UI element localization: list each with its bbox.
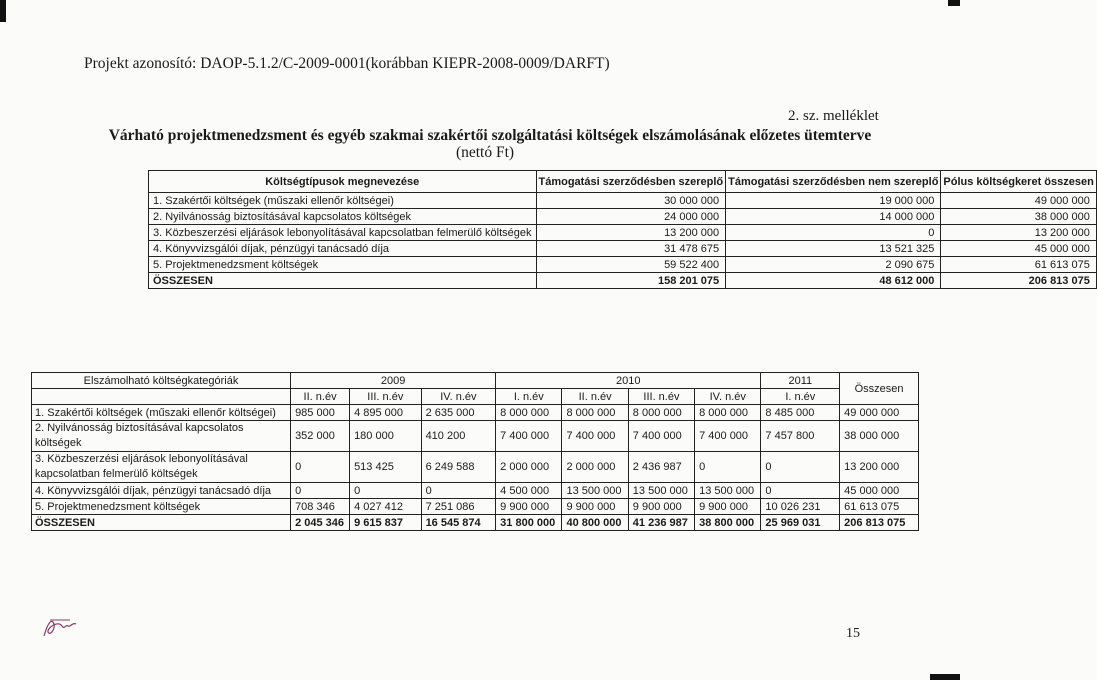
total-value: 41 236 987: [628, 515, 694, 531]
quarter-header: III. n.év: [350, 389, 422, 405]
quarter-header: IV. n.év: [695, 389, 761, 405]
scan-edge-mark: [948, 0, 960, 6]
summary-table: [148, 170, 1097, 289]
cell-value: 10 026 231: [761, 499, 840, 515]
row-label: 2. Nyilvánosság biztosításával kapcsolatos költségek: [32, 421, 291, 452]
table-row: [149, 257, 1097, 273]
year-2010-header: 2010: [496, 373, 761, 389]
cell-value: 14 000 000: [726, 209, 941, 225]
signature-icon: [40, 612, 80, 642]
quarter-header: I. n.év: [496, 389, 562, 405]
grand-total: 206 813 075: [840, 515, 919, 531]
total-value: 158 201 075: [536, 273, 726, 289]
cell-value: 7 400 000: [496, 421, 562, 452]
cell-value: 0: [421, 483, 496, 499]
total-value: 38 800 000: [695, 515, 761, 531]
total-value: 16 545 874: [421, 515, 496, 531]
total-row: [149, 273, 1097, 289]
summary-header-row: [149, 171, 1097, 193]
cell-value: 6 249 588: [421, 452, 496, 483]
row-label: 1. Szakértői költségek (műszaki ellenőr költségei): [32, 405, 291, 421]
quarter-header: IV. n.év: [421, 389, 496, 405]
row-total: 38 000 000: [840, 421, 919, 452]
cell-value: 13 500 000: [562, 483, 628, 499]
cell-value: 7 457 800: [761, 421, 840, 452]
cell-value: 9 900 000: [628, 499, 694, 515]
cell-value: 8 000 000: [496, 405, 562, 421]
cell-value: 9 900 000: [496, 499, 562, 515]
total-value: 2 045 346: [291, 515, 350, 531]
summary-header-total: Pólus költségkeret összesen: [941, 171, 1096, 193]
table-row: [32, 405, 919, 421]
cell-value: 38 000 000: [941, 209, 1096, 225]
document-subtitle: (nettó Ft): [455, 144, 515, 161]
quarter-header: II. n.év: [291, 389, 350, 405]
year-2011-header: 2011: [761, 373, 840, 389]
cell-value: 9 900 000: [695, 499, 761, 515]
cell-value: 410 200: [421, 421, 496, 452]
schedule-quarter-row: [32, 389, 919, 405]
project-id: Projekt azonosító: DAOP-5.1.2/C-2009-0001(korábban KIEPR-2008-0009/DARFT): [84, 55, 610, 72]
row-label: 5. Projektmenedzsment költségek: [32, 499, 291, 515]
table-row: [32, 483, 919, 499]
total-value: 206 813 075: [941, 273, 1096, 289]
cell-value: 13 521 325: [726, 241, 941, 257]
row-total: 61 613 075: [840, 499, 919, 515]
table-row: [149, 193, 1097, 209]
table-row: [149, 225, 1097, 241]
cell-value: 2 635 000: [421, 405, 496, 421]
total-value: 31 800 000: [496, 515, 562, 531]
table-row: [149, 209, 1097, 225]
row-label: 3. Közbeszerzési eljárások lebonyolításával kapcsolatban felmerülő költségek: [149, 225, 537, 241]
cell-value: 2 436 987: [628, 452, 694, 483]
year-2009-header: 2009: [291, 373, 496, 389]
row-total: 45 000 000: [840, 483, 919, 499]
cell-value: 0: [291, 452, 350, 483]
cell-value: 7 400 000: [695, 421, 761, 452]
total-label: ÖSSZESEN: [149, 273, 537, 289]
cell-value: 8 000 000: [628, 405, 694, 421]
cell-value: 8 000 000: [562, 405, 628, 421]
total-row: [32, 515, 919, 531]
cell-value: 0: [291, 483, 350, 499]
category-header: Elszámolható költségkategóriák: [32, 373, 291, 389]
row-label: 1. Szakértői költségek (műszaki ellenőr költségei): [149, 193, 537, 209]
row-label: 3. Közbeszerzési eljárások lebonyolításával kapcsolatban felmerülő költségek: [32, 452, 291, 483]
schedule-year-row: [32, 373, 919, 389]
cell-value: 180 000: [350, 421, 422, 452]
total-value: 9 615 837: [350, 515, 422, 531]
schedule-table: [31, 372, 919, 531]
row-total: 49 000 000: [840, 405, 919, 421]
summary-header-contract: Támogatási szerződésben szereplő: [536, 171, 726, 193]
cell-value: 0: [695, 452, 761, 483]
row-label: 5. Projektmenedzsment költségek: [149, 257, 537, 273]
row-total: 13 200 000: [840, 452, 919, 483]
scan-edge-mark: [0, 0, 6, 22]
cell-value: 0: [350, 483, 422, 499]
cell-value: 985 000: [291, 405, 350, 421]
summary-header-name: Költségtípusok megnevezése: [149, 171, 537, 193]
cell-value: 19 000 000: [726, 193, 941, 209]
cell-value: 0: [761, 483, 840, 499]
empty-cell: [32, 389, 291, 405]
cell-value: 31 478 675: [536, 241, 726, 257]
quarter-header: III. n.év: [628, 389, 694, 405]
cell-value: 4 027 412: [350, 499, 422, 515]
cell-value: 8 485 000: [761, 405, 840, 421]
cell-value: 7 400 000: [562, 421, 628, 452]
cell-value: 13 200 000: [536, 225, 726, 241]
cell-value: 7 251 086: [421, 499, 496, 515]
cell-value: 4 895 000: [350, 405, 422, 421]
cell-value: 513 425: [350, 452, 422, 483]
quarter-header: I. n.év: [761, 389, 840, 405]
cell-value: 2 000 000: [562, 452, 628, 483]
table-row: [149, 241, 1097, 257]
annex-label: 2. sz. melléklet: [788, 108, 879, 124]
cell-value: 45 000 000: [941, 241, 1096, 257]
quarter-header: II. n.év: [562, 389, 628, 405]
cell-value: 0: [726, 225, 941, 241]
row-label: 2. Nyilvánosság biztosításával kapcsolatos költségek: [149, 209, 537, 225]
total-value: 40 800 000: [562, 515, 628, 531]
scan-edge-mark: [930, 674, 960, 680]
cell-value: 13 500 000: [628, 483, 694, 499]
cell-value: 4 500 000: [496, 483, 562, 499]
cell-value: 7 400 000: [628, 421, 694, 452]
cell-value: 0: [761, 452, 840, 483]
cell-value: 9 900 000: [562, 499, 628, 515]
cell-value: 49 000 000: [941, 193, 1096, 209]
cell-value: 30 000 000: [536, 193, 726, 209]
summary-header-non-contract: Támogatási szerződésben nem szereplő: [726, 171, 941, 193]
cell-value: 24 000 000: [536, 209, 726, 225]
table-row: [32, 452, 919, 483]
total-header: Összesen: [840, 373, 919, 405]
cell-value: 2 000 000: [496, 452, 562, 483]
cell-value: 61 613 075: [941, 257, 1096, 273]
cell-value: 8 000 000: [695, 405, 761, 421]
cell-value: 13 200 000: [941, 225, 1096, 241]
cell-value: 59 522 400: [536, 257, 726, 273]
total-label: ÖSSZESEN: [32, 515, 291, 531]
page-number: 15: [846, 626, 860, 641]
total-value: 25 969 031: [761, 515, 840, 531]
table-row: [32, 499, 919, 515]
cell-value: 352 000: [291, 421, 350, 452]
document-title: Várható projektmenedzsment és egyéb szakmai szakértői szolgáltatási költségek elszámolásának előzetes ütemterve: [108, 127, 872, 144]
cell-value: 13 500 000: [695, 483, 761, 499]
cell-value: 708 346: [291, 499, 350, 515]
table-row: [32, 421, 919, 452]
total-value: 48 612 000: [726, 273, 941, 289]
cell-value: 2 090 675: [726, 257, 941, 273]
row-label: 4. Könyvvizsgálói díjak, pénzügyi tanácsadó díja: [149, 241, 537, 257]
row-label: 4. Könyvvizsgálói díjak, pénzügyi tanácsadó díja: [32, 483, 291, 499]
